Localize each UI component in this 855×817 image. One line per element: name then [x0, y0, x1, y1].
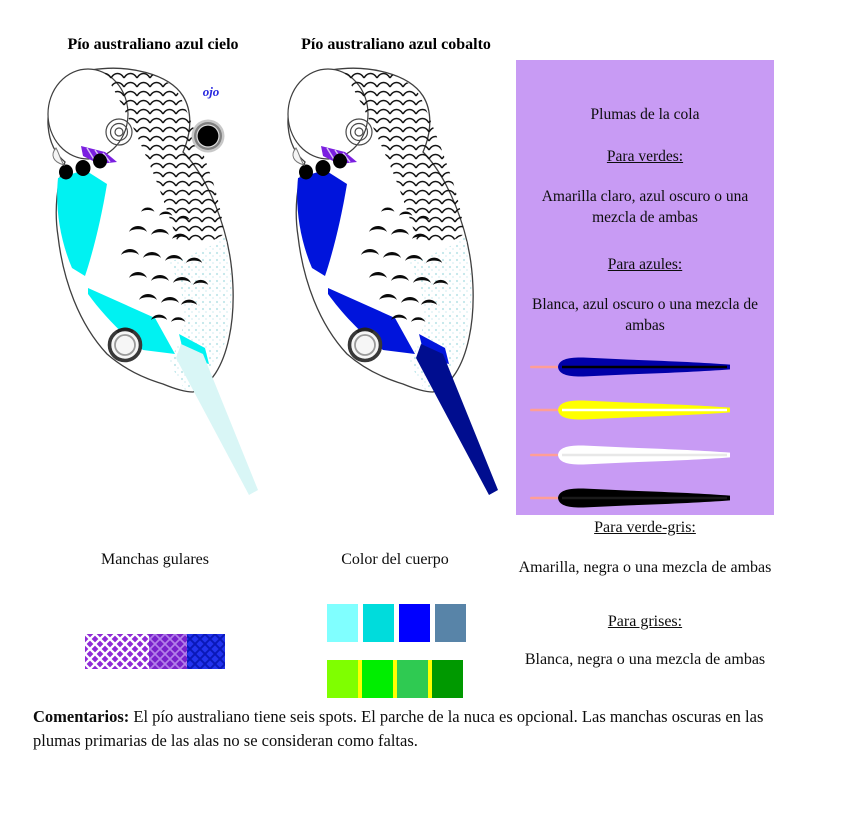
blue-swatch-row	[327, 604, 471, 642]
panel-title: Plumas de la cola	[590, 106, 700, 123]
swatch-turquoise	[363, 604, 394, 642]
text-verde-gris: Amarilla, negra o una mezcla de ambas	[518, 559, 772, 576]
green-swatch-row	[327, 660, 463, 698]
swatch-medium-green	[397, 660, 428, 698]
bird-title-sky-blue: Pío australiano azul cielo	[67, 36, 239, 53]
feather-dark-blue	[524, 354, 759, 380]
feather-white	[524, 442, 759, 468]
swatch-blue	[399, 604, 430, 642]
budgerigar-illustration-sky-blue	[33, 62, 273, 522]
heading-grises: Para grises:	[607, 613, 683, 630]
eye-diagram	[191, 119, 225, 153]
budgerigar-illustration-cobalt	[273, 62, 513, 522]
feather-black	[524, 485, 759, 511]
comments-label: Comentarios:	[33, 707, 130, 726]
swatch-light-cyan	[327, 604, 358, 642]
comments-text: El pío australiano tiene seis spots. El parche de la nuca es opcional. Las manchas oscuras en las plumas primarias de las alas no se consideran como faltas.	[33, 707, 764, 750]
bird-title-cobalt: Pío australiano azul cobalto	[301, 36, 491, 53]
swatch-dark-green	[432, 660, 463, 698]
text-grises: Blanca, negra o una mezcla de ambas	[524, 651, 766, 668]
comments-paragraph	[33, 705, 813, 753]
manchas-gulares-swatch	[85, 634, 225, 669]
heading-verde-gris: Para verde-gris:	[594, 519, 696, 536]
panel-text-verdes: Amarilla claro, azul oscuro o una mezcla de ambas	[541, 188, 749, 227]
panel-heading-verdes: Para verdes:	[606, 148, 684, 165]
manchas-section-1	[85, 634, 149, 669]
panel-heading-azules: Para azules:	[607, 256, 683, 273]
bird-leg-ring	[350, 329, 381, 361]
color-del-cuerpo-label: Color del cuerpo	[341, 551, 449, 568]
manchas-gulares-label: Manchas gulares	[101, 551, 209, 568]
eye-label: ojo	[202, 84, 220, 99]
bird-leg-ring	[110, 329, 141, 361]
swatch-chartreuse	[327, 660, 358, 698]
swatch-slate-blue	[435, 604, 466, 642]
manchas-section-3	[187, 634, 225, 669]
feather-yellow	[524, 397, 759, 423]
swatch-bright-green	[362, 660, 393, 698]
tail-feather-panel	[516, 60, 774, 515]
panel-text-azules: Blanca, azul oscuro o una mezcla de ambas	[532, 296, 758, 335]
manchas-section-2	[149, 634, 187, 669]
